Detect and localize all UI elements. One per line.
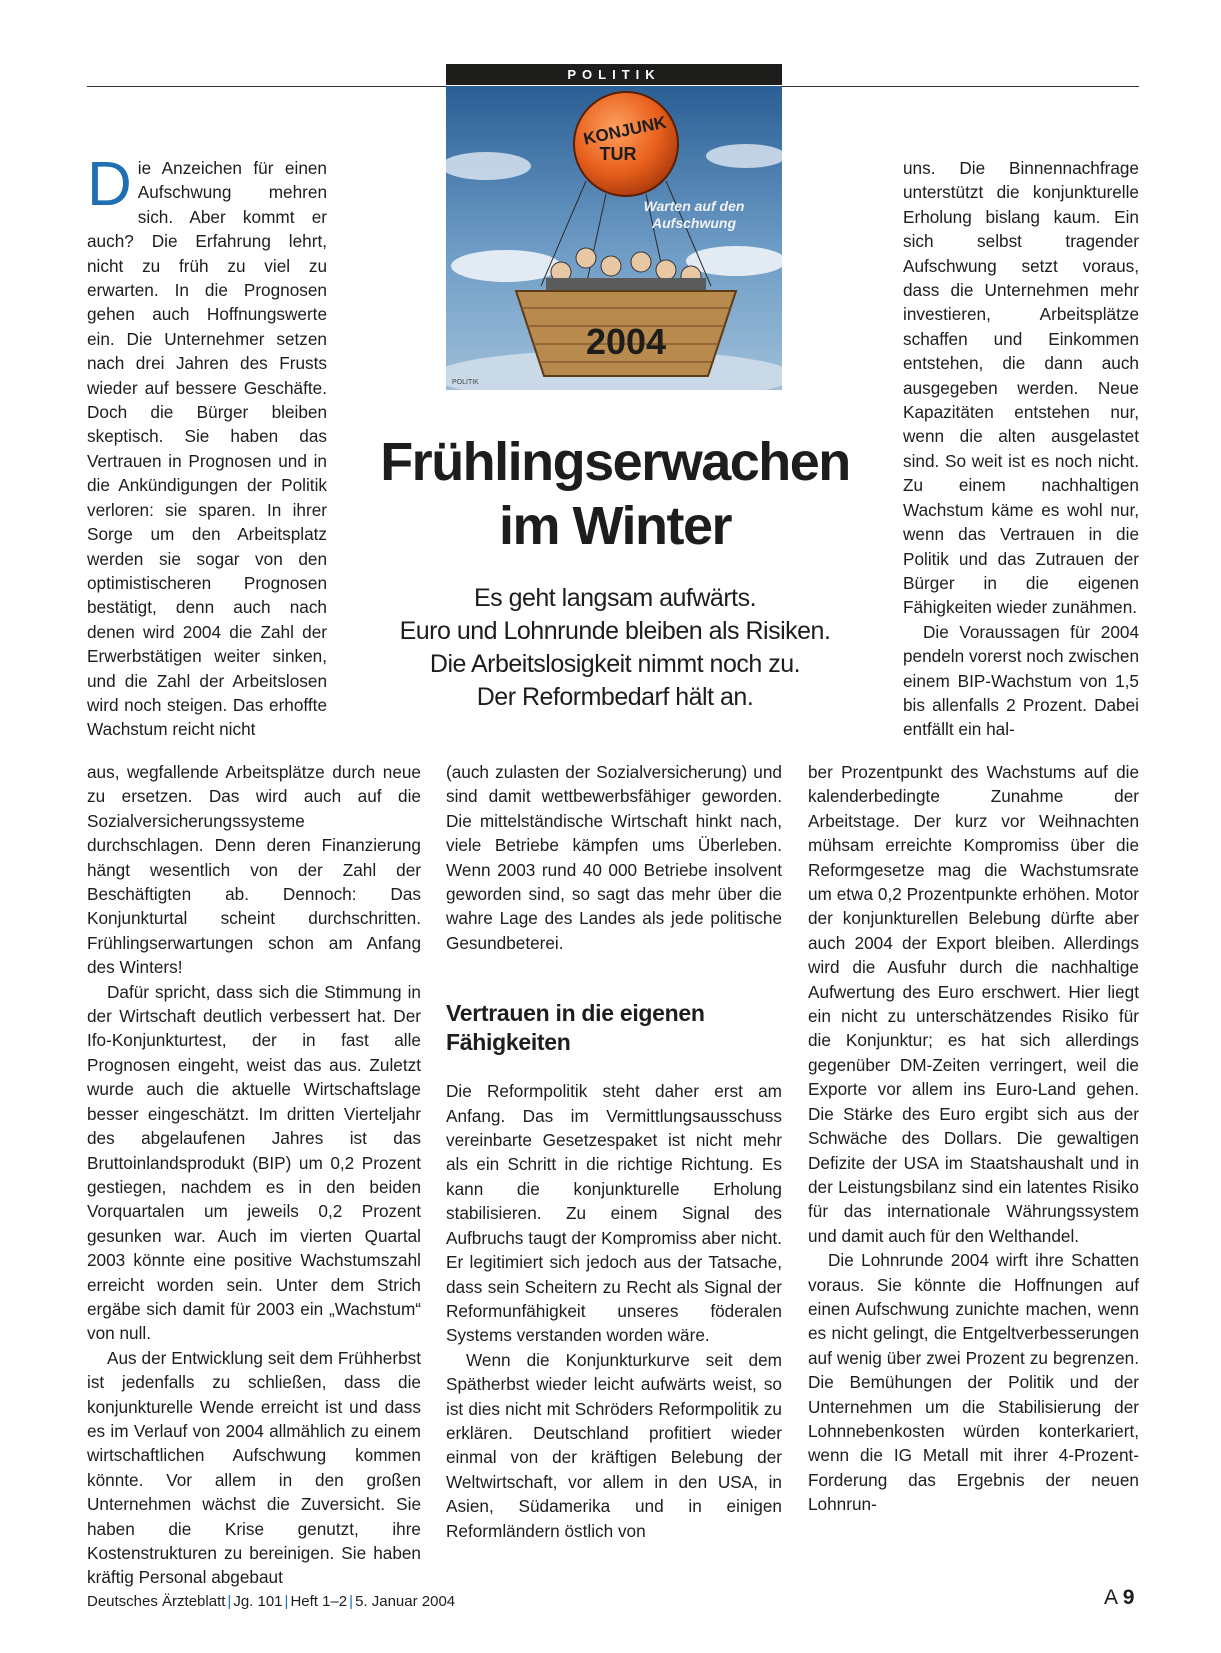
subhead-line: Die Arbeitslosigkeit nimmt noch zu. [429, 650, 801, 678]
body-paragraph: (auch zulasten der Sozialversicherung) und sind damit wettbewerbsfähiger geworden. Die mittelständische Wirtschaft hinkt nach, viele Betriebe kämpfen ums Überleben. Wenn 2003 rund 40 000 Betriebe insolvent geworden sind, so sagt das mehr über die wahre Lage des Landes als jede politische Gesundbeterei. [446, 762, 782, 953]
balloon-text-2: TUR [599, 144, 637, 164]
body-paragraph: Die Lohnrunde 2004 wirft ihre Schatten voraus. Sie könnte die Hoffnungen auf einen Aufschwung zunichte machen, wenn es nicht gelingt, die Entgeltverbesserungen auf wenig über zwei Prozent zu begrenzen. Die Bemühungen der Politik und der Unternehmen um die Stabilisierung der Lohnnebenkosten würden konterkariert, wenn die IG Metall mit ihrer 4-Prozent-Forderung das Ergebnis der neuen Lohnrun- [808, 1250, 1139, 1515]
issue-date: 5. Januar 2004 [355, 1593, 456, 1610]
body-paragraph: Die Reformpolitik steht daher erst am Anfang. Das im Vermittlungsausschuss vereinbarte Gesetzespaket ist nicht mehr als ein Schritt in die richtige Richtung. Es kann die konjunkturelle Erholung stabilisieren. Zu einem Signal des Aufbruchs taugt der Kompromiss aber nicht. Er legitimiert sich jedoch aus der Tatsache, dass sein Scheitern zu Recht als Signal der Reformunfähigkeit unseres föderalen Systems verstanden worden wäre. [446, 1081, 782, 1346]
separator: | [227, 1593, 232, 1610]
section-heading: Vertrauen in die eigenen Fähigkeiten [446, 1000, 705, 1056]
subhead-line: Euro und Lohnrunde bleiben als Risiken. [399, 617, 831, 645]
subhead [360, 582, 870, 714]
article-column-3-top [903, 156, 1139, 742]
body-paragraph: uns. Die Binnennachfrage unterstützt die konjunkturelle Erholung bislang kaum. Ein sich selbst tragender Aufschwung setzt voraus, dass die Unternehmen mehr investieren, Arbeitsplätze schaffen und Einkommen entstehen, die dann auch ausgegeben werden. Neue Kapazitäten entstehen nur, wenn die alten ausgelastet sind. So weit ist es noch nicht. Zu einem nachhaltigen Wachstum käme es wohl nur, wenn das Vertrauen in die Politik und das Zutrauen der Bürger in die eigenen Fähigkeiten wieder zunähmen. [903, 158, 1139, 618]
section-tag: POLITIK [446, 64, 782, 85]
headline-line-2: im Winter [498, 496, 732, 556]
article-column-2 [446, 760, 782, 1543]
sky-caption-1: Warten auf den [643, 198, 745, 214]
subhead-line: Es geht langsam aufwärts. [473, 584, 757, 612]
body-paragraph: Dafür spricht, dass sich die Stimmung in der Wirtschaft deutlich verbessert hat. Der Ifo-Konjunkturtest, der in fast alle Prognosen eingeht, weist das aus. Zuletzt wurde auch die aktuelle Wirtschaftslage besser eingeschätzt. Im dritten Vierteljahr des abgelaufenen Jahres ist das Bruttoinlandsprodukt (BIP) um 0,2 Prozent gestiegen, nachdem es in den beiden Vorquartalen um jeweils 0,2 Prozent gesunken war. Auch im vierten Quartal 2003 könnte eine positive Wachstumszahl erreicht worden sein. Unter dem Strich ergäbe sich damit für 2003 ein „Wachstum“ von null. [87, 981, 421, 1344]
article-column-1-top [87, 150, 327, 742]
basket-label: 2004 [585, 321, 667, 362]
separator: | [349, 1593, 354, 1610]
balloon-text-1: KONJUNK [581, 112, 668, 149]
article-column-1-bottom [87, 760, 421, 1590]
subhead-line: Der Reformbedarf hält an. [476, 683, 754, 711]
issue: Heft 1–2 [290, 1593, 348, 1610]
article-column-3-bottom [808, 760, 1139, 1517]
footer-citation [87, 1593, 455, 1610]
cartoon-credit: POLITIK [452, 379, 479, 386]
body-paragraph: Die Voraussagen für 2004 pendeln vorerst noch zwischen einem BIP-Wachstum von 1,5 bis allenfalls 2 Prozent. Dabei entfällt ein hal- [903, 621, 1139, 740]
page-prefix: A [1104, 1586, 1117, 1609]
headline [340, 430, 890, 558]
sky-caption-2: Aufschwung [652, 215, 736, 231]
cartoon-image [446, 86, 782, 390]
separator: | [284, 1593, 289, 1610]
body-paragraph: Wenn die Konjunkturkurve seit dem Spätherbst wieder leicht aufwärts weist, so ist dies nicht mit Schröders Reformpolitik zu erklären. Deutschland profitiert wieder einmal von der kräftigen Belebung der Weltwirtschaft, vor allem in den USA, in Asien, Südamerika und in einigen Reformländern östlich von [446, 1349, 782, 1541]
drop-cap: D [87, 150, 132, 219]
volume: Jg. 101 [233, 1593, 283, 1610]
page-number [1104, 1586, 1134, 1610]
journal-name: Deutsches Ärzteblatt [87, 1593, 226, 1610]
body-paragraph: ber Prozentpunkt des Wachstums auf die kalenderbedingte Zunahme der Arbeitstage. Der kurz vor Weihnachten mühsam erreichte Kompromiss über die Reformgesetze mag die Wachstumsrate um etwa 0,2 Prozentpunkte erhöhen. Motor der konjunkturellen Belebung dürfte aber auch 2004 der Export bleiben. Allerdings wird die Ausfuhr durch die nachhaltige Aufwertung des Euro erschwert. Hier liegt ein nicht zu unterschätzendes Risiko für die Konjunktur; es hat sich allerdings gegenüber DM-Zeiten verringert, weil die Exporte vor allem ins Euro-Land gehen. Die Stärke des Euro ergibt sich aus der Schwäche des Dollars. Die gewaltigen Defizite der USA im Staatshaushalt und in der Leistungsbilanz sind ein latentes Risiko für das internationale Währungssystem und damit auch für den Welthandel. [808, 762, 1139, 1246]
body-paragraph: ie Anzeichen für einen Aufschwung mehren sich. Aber kommt er auch? Die Erfahrung lehrt, nicht zu früh zu viel zu erwarten. In die Prognosen gehen auch Hoffnungswerte ein. Die Unternehmer setzen nach drei Jahren des Frusts wieder auf bessere Geschäfte. Doch die Bürger bleiben skeptisch. Sie haben das Vertrauen in Prognosen und in die Ankündigungen der Politik verloren: sie sparen. In ihrer Sorge um den Arbeitsplatz werden sie sogar von den optimistischeren Prognosen bestätigt, denn auch nach denen wird 2004 die Zahl der Erwerbstätigen weiter sinken, und die Zahl der Arbeitslosen wird noch steigen. Das erhoffte Wachstum reicht nicht [87, 158, 327, 740]
page-number-value: 9 [1122, 1586, 1135, 1609]
body-paragraph: Aus der Entwicklung seit dem Frühherbst ist jedenfalls zu schließen, dass die konjunkturelle Wende erreicht ist und dass es im Verlauf von 2004 allmählich zu einem wirtschaftlichen Aufschwung kommen könnte. Vor allem in den großen Unternehmen wächst die Zuversicht. Sie haben die Krise genutzt, ihre Kostenstrukturen zu bereinigen. Sie haben kräftig Personal abgebaut [87, 1347, 421, 1588]
body-paragraph: aus, wegfallende Arbeitsplätze durch neue zu ersetzen. Das wird auch auf die Sozialversicherungssysteme durchschlagen. Denn deren Finanzierung hängt wesentlich von der Zahl der Beschäftigten ab. Dennoch: Das Konjunkturtal scheint durchschritten. Frühlingserwartungen schon am Anfang des Winters! [87, 762, 421, 978]
headline-line-1: Frühlingserwachen [380, 432, 850, 492]
